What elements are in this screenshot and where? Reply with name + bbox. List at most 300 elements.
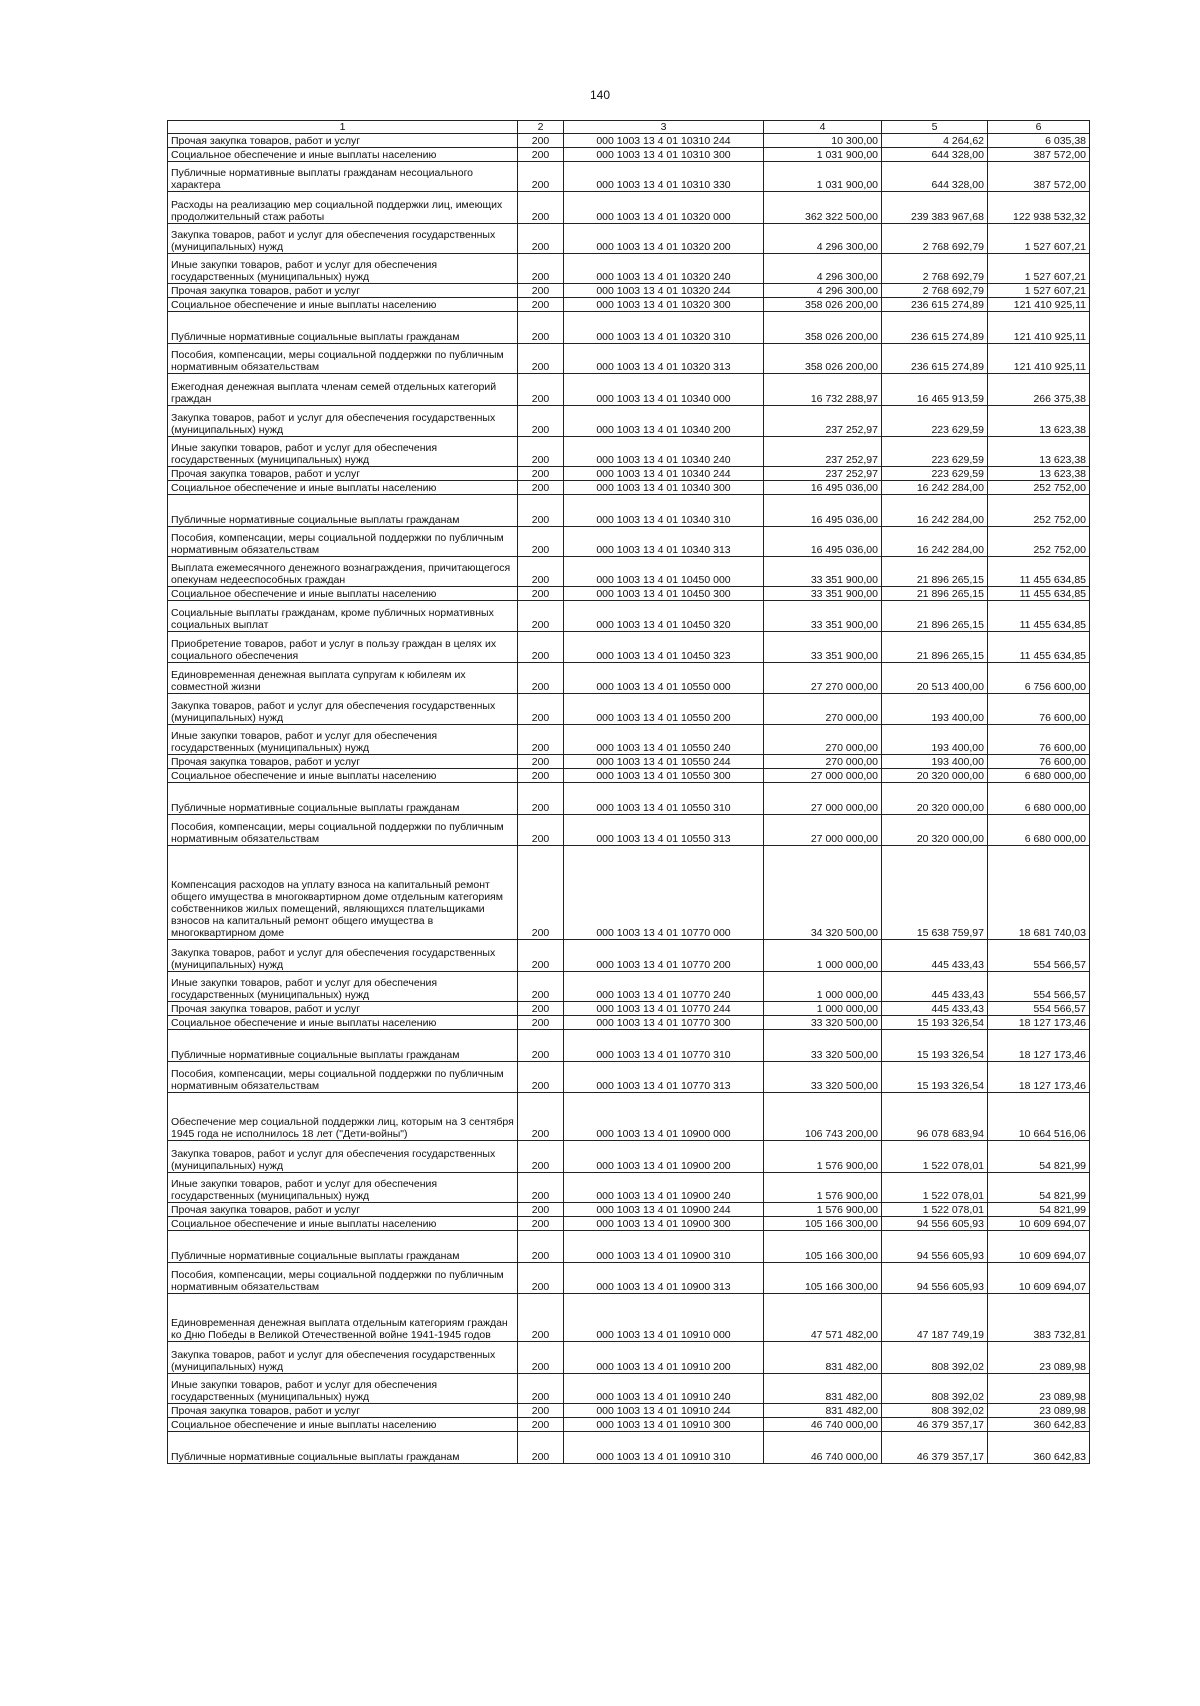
table-row [168, 694, 1090, 725]
row-classification-code-cell: 000 1003 13 4 01 10900 313 [564, 1263, 764, 1294]
row-approved-amount-cell: 105 166 300,00 [764, 1217, 882, 1231]
row-admin-code-cell: 200 [518, 1062, 564, 1093]
table-row [168, 1404, 1090, 1418]
row-admin-code-cell: 200 [518, 1173, 564, 1203]
row-name-cell: Социальное обеспечение и иные выплаты населению [168, 1016, 518, 1030]
row-classification-code-cell: 000 1003 13 4 01 10340 200 [564, 406, 764, 437]
row-approved-amount-cell: 1 576 900,00 [764, 1203, 882, 1217]
row-name-cell: Закупка товаров, работ и услуг для обеспечения государственных (муниципальных) нужд [168, 1342, 518, 1374]
table-row [168, 755, 1090, 769]
row-classification-code-cell: 000 1003 13 4 01 10550 240 [564, 725, 764, 755]
row-admin-code-cell: 200 [518, 601, 564, 632]
row-classification-code-cell: 000 1003 13 4 01 10770 000 [564, 846, 764, 940]
row-classification-code-cell: 000 1003 13 4 01 10310 330 [564, 162, 764, 192]
row-admin-code-cell: 200 [518, 632, 564, 663]
table-row [168, 632, 1090, 663]
row-executed-amount-cell: 16 242 284,00 [882, 481, 988, 495]
row-approved-amount-cell: 16 495 036,00 [764, 495, 882, 527]
row-name-cell: Иные закупки товаров, работ и услуг для обеспечения государственных (муниципальных) нужд [168, 972, 518, 1002]
row-executed-amount-cell: 94 556 605,93 [882, 1217, 988, 1231]
row-executed-amount-cell: 47 187 749,19 [882, 1294, 988, 1342]
row-approved-amount-cell: 27 000 000,00 [764, 783, 882, 815]
row-name-cell: Закупка товаров, работ и услуг для обеспечения государственных (муниципальных) нужд [168, 694, 518, 725]
table-row [168, 467, 1090, 481]
row-unexecuted-amount-cell: 387 572,00 [988, 162, 1090, 192]
row-classification-code-cell: 000 1003 13 4 01 10320 244 [564, 284, 764, 298]
row-executed-amount-cell: 46 379 357,17 [882, 1432, 988, 1464]
row-executed-amount-cell: 1 522 078,01 [882, 1173, 988, 1203]
row-name-cell: Компенсация расходов на уплату взноса на капитальный ремонт общего имущества в многоквартирном доме отдельным категориям собственников жилых помещений, являющихся плательщиками взносов на капитальный ремонт общего имущества в многоквартирном доме [168, 846, 518, 940]
table-row [168, 481, 1090, 495]
row-executed-amount-cell: 445 433,43 [882, 972, 988, 1002]
row-admin-code-cell: 200 [518, 148, 564, 162]
row-executed-amount-cell: 4 264,62 [882, 134, 988, 148]
row-executed-amount-cell: 21 896 265,15 [882, 601, 988, 632]
row-classification-code-cell: 000 1003 13 4 01 10910 240 [564, 1374, 764, 1404]
row-classification-code-cell: 000 1003 13 4 01 10450 300 [564, 587, 764, 601]
row-unexecuted-amount-cell: 13 623,38 [988, 406, 1090, 437]
row-approved-amount-cell: 105 166 300,00 [764, 1263, 882, 1294]
row-approved-amount-cell: 27 000 000,00 [764, 769, 882, 783]
row-admin-code-cell: 200 [518, 298, 564, 312]
row-executed-amount-cell: 16 242 284,00 [882, 527, 988, 557]
row-name-cell: Публичные нормативные социальные выплаты гражданам [168, 1231, 518, 1263]
row-unexecuted-amount-cell: 11 455 634,85 [988, 632, 1090, 663]
row-admin-code-cell: 200 [518, 1231, 564, 1263]
row-name-cell: Публичные нормативные выплаты гражданам несоциального характера [168, 162, 518, 192]
row-unexecuted-amount-cell: 13 623,38 [988, 467, 1090, 481]
row-unexecuted-amount-cell: 23 089,98 [988, 1374, 1090, 1404]
row-name-cell: Пособия, компенсации, меры социальной поддержки по публичным нормативным обязательствам [168, 527, 518, 557]
row-approved-amount-cell: 4 296 300,00 [764, 254, 882, 284]
row-approved-amount-cell: 16 495 036,00 [764, 527, 882, 557]
row-admin-code-cell: 200 [518, 587, 564, 601]
row-admin-code-cell: 200 [518, 312, 564, 344]
row-approved-amount-cell: 1 576 900,00 [764, 1141, 882, 1173]
row-executed-amount-cell: 808 392,02 [882, 1404, 988, 1418]
table-row [168, 587, 1090, 601]
row-approved-amount-cell: 34 320 500,00 [764, 846, 882, 940]
row-name-cell: Прочая закупка товаров, работ и услуг [168, 284, 518, 298]
row-name-cell: Единовременная денежная выплата отдельным категориям граждан ко Дню Победы в Великой Отечественной войне 1941-1945 годов [168, 1294, 518, 1342]
row-unexecuted-amount-cell: 121 410 925,11 [988, 312, 1090, 344]
row-approved-amount-cell: 237 252,97 [764, 406, 882, 437]
row-executed-amount-cell: 445 433,43 [882, 1002, 988, 1016]
table-row [168, 1141, 1090, 1173]
table-row [168, 1093, 1090, 1141]
row-classification-code-cell: 000 1003 13 4 01 10900 200 [564, 1141, 764, 1173]
row-unexecuted-amount-cell: 6 035,38 [988, 134, 1090, 148]
row-classification-code-cell: 000 1003 13 4 01 10550 300 [564, 769, 764, 783]
row-executed-amount-cell: 15 193 326,54 [882, 1062, 988, 1093]
row-approved-amount-cell: 1 031 900,00 [764, 148, 882, 162]
row-executed-amount-cell: 20 513 400,00 [882, 663, 988, 694]
table-row [168, 846, 1090, 940]
row-unexecuted-amount-cell: 54 821,99 [988, 1141, 1090, 1173]
row-unexecuted-amount-cell: 18 127 173,46 [988, 1062, 1090, 1093]
row-name-cell: Единовременная денежная выплата супругам к юбилеям их совместной жизни [168, 663, 518, 694]
row-unexecuted-amount-cell: 54 821,99 [988, 1203, 1090, 1217]
row-admin-code-cell: 200 [518, 940, 564, 972]
row-admin-code-cell: 200 [518, 846, 564, 940]
table-row [168, 495, 1090, 527]
row-admin-code-cell: 200 [518, 1404, 564, 1418]
row-admin-code-cell: 200 [518, 284, 564, 298]
row-approved-amount-cell: 33 320 500,00 [764, 1016, 882, 1030]
row-classification-code-cell: 000 1003 13 4 01 10340 244 [564, 467, 764, 481]
row-executed-amount-cell: 193 400,00 [882, 694, 988, 725]
row-unexecuted-amount-cell: 554 566,57 [988, 972, 1090, 1002]
row-name-cell: Пособия, компенсации, меры социальной поддержки по публичным нормативным обязательствам [168, 1263, 518, 1294]
row-classification-code-cell: 000 1003 13 4 01 10340 300 [564, 481, 764, 495]
row-unexecuted-amount-cell: 121 410 925,11 [988, 298, 1090, 312]
row-executed-amount-cell: 2 768 692,79 [882, 254, 988, 284]
row-executed-amount-cell: 2 768 692,79 [882, 224, 988, 254]
row-approved-amount-cell: 33 320 500,00 [764, 1030, 882, 1062]
row-classification-code-cell: 000 1003 13 4 01 10550 000 [564, 663, 764, 694]
row-name-cell: Прочая закупка товаров, работ и услуг [168, 467, 518, 481]
row-name-cell: Социальное обеспечение и иные выплаты населению [168, 769, 518, 783]
row-classification-code-cell: 000 1003 13 4 01 10770 200 [564, 940, 764, 972]
row-classification-code-cell: 000 1003 13 4 01 10900 300 [564, 1217, 764, 1231]
row-unexecuted-amount-cell: 252 752,00 [988, 527, 1090, 557]
row-admin-code-cell: 200 [518, 1093, 564, 1141]
row-executed-amount-cell: 644 328,00 [882, 162, 988, 192]
row-name-cell: Прочая закупка товаров, работ и услуг [168, 1404, 518, 1418]
row-executed-amount-cell: 15 638 759,97 [882, 846, 988, 940]
row-approved-amount-cell: 46 740 000,00 [764, 1418, 882, 1432]
row-admin-code-cell: 200 [518, 783, 564, 815]
row-admin-code-cell: 200 [518, 815, 564, 846]
row-admin-code-cell: 200 [518, 1030, 564, 1062]
row-classification-code-cell: 000 1003 13 4 01 10550 313 [564, 815, 764, 846]
row-approved-amount-cell: 1 031 900,00 [764, 162, 882, 192]
table-row [168, 1231, 1090, 1263]
row-approved-amount-cell: 33 351 900,00 [764, 632, 882, 663]
row-executed-amount-cell: 21 896 265,15 [882, 587, 988, 601]
table-row [168, 725, 1090, 755]
row-unexecuted-amount-cell: 18 127 173,46 [988, 1016, 1090, 1030]
row-unexecuted-amount-cell: 11 455 634,85 [988, 601, 1090, 632]
row-name-cell: Иные закупки товаров, работ и услуг для обеспечения государственных (муниципальных) нужд [168, 1173, 518, 1203]
row-name-cell: Публичные нормативные социальные выплаты гражданам [168, 1432, 518, 1464]
table-row [168, 663, 1090, 694]
row-admin-code-cell: 200 [518, 1294, 564, 1342]
row-name-cell: Закупка товаров, работ и услуг для обеспечения государственных (муниципальных) нужд [168, 224, 518, 254]
table-row [168, 1217, 1090, 1231]
row-name-cell: Прочая закупка товаров, работ и услуг [168, 1203, 518, 1217]
row-approved-amount-cell: 27 000 000,00 [764, 815, 882, 846]
row-executed-amount-cell: 1 522 078,01 [882, 1141, 988, 1173]
column-header: 1 [168, 121, 518, 134]
row-executed-amount-cell: 808 392,02 [882, 1342, 988, 1374]
row-unexecuted-amount-cell: 1 527 607,21 [988, 254, 1090, 284]
row-approved-amount-cell: 358 026 200,00 [764, 298, 882, 312]
row-executed-amount-cell: 16 465 913,59 [882, 374, 988, 406]
row-admin-code-cell: 200 [518, 694, 564, 725]
row-name-cell: Приобретение товаров, работ и услуг в пользу граждан в целях их социального обеспечения [168, 632, 518, 663]
row-unexecuted-amount-cell: 10 609 694,07 [988, 1231, 1090, 1263]
row-admin-code-cell: 200 [518, 344, 564, 374]
row-classification-code-cell: 000 1003 13 4 01 10550 200 [564, 694, 764, 725]
row-classification-code-cell: 000 1003 13 4 01 10320 000 [564, 192, 764, 224]
row-name-cell: Пособия, компенсации, меры социальной поддержки по публичным нормативным обязательствам [168, 1062, 518, 1093]
row-unexecuted-amount-cell: 360 642,83 [988, 1418, 1090, 1432]
table-header-row [168, 121, 1090, 134]
row-classification-code-cell: 000 1003 13 4 01 10340 310 [564, 495, 764, 527]
row-admin-code-cell: 200 [518, 1432, 564, 1464]
row-executed-amount-cell: 236 615 274,89 [882, 312, 988, 344]
table-row [168, 284, 1090, 298]
table-row [168, 437, 1090, 467]
row-approved-amount-cell: 105 166 300,00 [764, 1231, 882, 1263]
table-row [168, 406, 1090, 437]
row-approved-amount-cell: 1 000 000,00 [764, 972, 882, 1002]
row-unexecuted-amount-cell: 76 600,00 [988, 694, 1090, 725]
row-unexecuted-amount-cell: 360 642,83 [988, 1432, 1090, 1464]
row-executed-amount-cell: 20 320 000,00 [882, 783, 988, 815]
row-approved-amount-cell: 358 026 200,00 [764, 312, 882, 344]
row-admin-code-cell: 200 [518, 162, 564, 192]
row-classification-code-cell: 000 1003 13 4 01 10900 244 [564, 1203, 764, 1217]
table-row [168, 1294, 1090, 1342]
table-row [168, 192, 1090, 224]
row-classification-code-cell: 000 1003 13 4 01 10320 300 [564, 298, 764, 312]
row-unexecuted-amount-cell: 10 664 516,06 [988, 1093, 1090, 1141]
row-name-cell: Иные закупки товаров, работ и услуг для обеспечения государственных (муниципальных) нужд [168, 725, 518, 755]
row-approved-amount-cell: 16 495 036,00 [764, 481, 882, 495]
row-classification-code-cell: 000 1003 13 4 01 10310 300 [564, 148, 764, 162]
row-admin-code-cell: 200 [518, 557, 564, 587]
row-classification-code-cell: 000 1003 13 4 01 10320 310 [564, 312, 764, 344]
table-row [168, 374, 1090, 406]
row-executed-amount-cell: 16 242 284,00 [882, 495, 988, 527]
row-approved-amount-cell: 16 732 288,97 [764, 374, 882, 406]
row-unexecuted-amount-cell: 11 455 634,85 [988, 557, 1090, 587]
row-approved-amount-cell: 1 576 900,00 [764, 1173, 882, 1203]
row-classification-code-cell: 000 1003 13 4 01 10320 240 [564, 254, 764, 284]
row-unexecuted-amount-cell: 6 756 600,00 [988, 663, 1090, 694]
row-approved-amount-cell: 33 351 900,00 [764, 601, 882, 632]
row-approved-amount-cell: 237 252,97 [764, 437, 882, 467]
row-executed-amount-cell: 15 193 326,54 [882, 1030, 988, 1062]
row-classification-code-cell: 000 1003 13 4 01 10910 244 [564, 1404, 764, 1418]
row-unexecuted-amount-cell: 266 375,38 [988, 374, 1090, 406]
row-unexecuted-amount-cell: 252 752,00 [988, 495, 1090, 527]
row-name-cell: Обеспечение мер социальной поддержки лиц, которым на 3 сентября 1945 года не исполнилось 18 лет ("Дети-войны") [168, 1093, 518, 1141]
row-admin-code-cell: 200 [518, 725, 564, 755]
row-classification-code-cell: 000 1003 13 4 01 10910 310 [564, 1432, 764, 1464]
row-executed-amount-cell: 445 433,43 [882, 940, 988, 972]
row-classification-code-cell: 000 1003 13 4 01 10340 000 [564, 374, 764, 406]
row-approved-amount-cell: 270 000,00 [764, 694, 882, 725]
table-row [168, 1173, 1090, 1203]
column-header: 6 [988, 121, 1090, 134]
table-row [168, 1342, 1090, 1374]
row-classification-code-cell: 000 1003 13 4 01 10900 000 [564, 1093, 764, 1141]
row-classification-code-cell: 000 1003 13 4 01 10340 313 [564, 527, 764, 557]
row-approved-amount-cell: 831 482,00 [764, 1404, 882, 1418]
row-executed-amount-cell: 223 629,59 [882, 406, 988, 437]
row-admin-code-cell: 200 [518, 1374, 564, 1404]
row-classification-code-cell: 000 1003 13 4 01 10910 000 [564, 1294, 764, 1342]
row-executed-amount-cell: 20 320 000,00 [882, 769, 988, 783]
table-row [168, 1030, 1090, 1062]
table-row [168, 1062, 1090, 1093]
row-name-cell: Закупка товаров, работ и услуг для обеспечения государственных (муниципальных) нужд [168, 406, 518, 437]
row-admin-code-cell: 200 [518, 495, 564, 527]
row-admin-code-cell: 200 [518, 224, 564, 254]
row-name-cell: Социальное обеспечение и иные выплаты населению [168, 1418, 518, 1432]
row-unexecuted-amount-cell: 54 821,99 [988, 1173, 1090, 1203]
row-approved-amount-cell: 1 000 000,00 [764, 1002, 882, 1016]
table-row [168, 148, 1090, 162]
row-classification-code-cell: 000 1003 13 4 01 10340 240 [564, 437, 764, 467]
row-admin-code-cell: 200 [518, 1016, 564, 1030]
row-unexecuted-amount-cell: 554 566,57 [988, 940, 1090, 972]
table-row [168, 1374, 1090, 1404]
row-approved-amount-cell: 10 300,00 [764, 134, 882, 148]
row-executed-amount-cell: 21 896 265,15 [882, 557, 988, 587]
row-executed-amount-cell: 94 556 605,93 [882, 1263, 988, 1294]
table-row [168, 134, 1090, 148]
row-name-cell: Публичные нормативные социальные выплаты гражданам [168, 312, 518, 344]
row-name-cell: Социальные выплаты гражданам, кроме публичных нормативных социальных выплат [168, 601, 518, 632]
row-unexecuted-amount-cell: 383 732,81 [988, 1294, 1090, 1342]
page-number: 140 [589, 88, 611, 102]
row-classification-code-cell: 000 1003 13 4 01 10450 000 [564, 557, 764, 587]
row-executed-amount-cell: 223 629,59 [882, 437, 988, 467]
row-unexecuted-amount-cell: 18 681 740,03 [988, 846, 1090, 940]
row-name-cell: Публичные нормативные социальные выплаты гражданам [168, 783, 518, 815]
table-row [168, 527, 1090, 557]
row-executed-amount-cell: 223 629,59 [882, 467, 988, 481]
row-unexecuted-amount-cell: 122 938 532,32 [988, 192, 1090, 224]
row-executed-amount-cell: 15 193 326,54 [882, 1016, 988, 1030]
row-executed-amount-cell: 21 896 265,15 [882, 632, 988, 663]
row-executed-amount-cell: 20 320 000,00 [882, 815, 988, 846]
row-approved-amount-cell: 46 740 000,00 [764, 1432, 882, 1464]
row-approved-amount-cell: 4 296 300,00 [764, 284, 882, 298]
row-unexecuted-amount-cell: 10 609 694,07 [988, 1263, 1090, 1294]
row-unexecuted-amount-cell: 76 600,00 [988, 755, 1090, 769]
row-unexecuted-amount-cell: 1 527 607,21 [988, 224, 1090, 254]
row-executed-amount-cell: 1 522 078,01 [882, 1203, 988, 1217]
row-approved-amount-cell: 106 743 200,00 [764, 1093, 882, 1141]
row-unexecuted-amount-cell: 18 127 173,46 [988, 1030, 1090, 1062]
table-row [168, 1418, 1090, 1432]
row-name-cell: Закупка товаров, работ и услуг для обеспечения государственных (муниципальных) нужд [168, 1141, 518, 1173]
row-admin-code-cell: 200 [518, 663, 564, 694]
row-unexecuted-amount-cell: 76 600,00 [988, 725, 1090, 755]
row-unexecuted-amount-cell: 6 680 000,00 [988, 815, 1090, 846]
budget-table [167, 120, 1090, 1464]
row-name-cell: Социальное обеспечение и иные выплаты населению [168, 481, 518, 495]
row-classification-code-cell: 000 1003 13 4 01 10770 310 [564, 1030, 764, 1062]
row-classification-code-cell: 000 1003 13 4 01 10770 300 [564, 1016, 764, 1030]
row-admin-code-cell: 200 [518, 527, 564, 557]
row-admin-code-cell: 200 [518, 1217, 564, 1231]
row-approved-amount-cell: 33 320 500,00 [764, 1062, 882, 1093]
row-name-cell: Прочая закупка товаров, работ и услуг [168, 134, 518, 148]
row-classification-code-cell: 000 1003 13 4 01 10770 244 [564, 1002, 764, 1016]
table-row [168, 344, 1090, 374]
row-approved-amount-cell: 358 026 200,00 [764, 344, 882, 374]
row-admin-code-cell: 200 [518, 1141, 564, 1173]
row-unexecuted-amount-cell: 10 609 694,07 [988, 1217, 1090, 1231]
row-unexecuted-amount-cell: 1 527 607,21 [988, 284, 1090, 298]
row-approved-amount-cell: 33 351 900,00 [764, 587, 882, 601]
table-row [168, 312, 1090, 344]
row-executed-amount-cell: 236 615 274,89 [882, 298, 988, 312]
row-admin-code-cell: 200 [518, 1342, 564, 1374]
table-row [168, 1016, 1090, 1030]
row-classification-code-cell: 000 1003 13 4 01 10320 313 [564, 344, 764, 374]
column-header: 3 [564, 121, 764, 134]
table-body [168, 134, 1090, 1464]
row-name-cell: Прочая закупка товаров, работ и услуг [168, 1002, 518, 1016]
table-row [168, 162, 1090, 192]
row-executed-amount-cell: 94 556 605,93 [882, 1231, 988, 1263]
row-admin-code-cell: 200 [518, 1418, 564, 1432]
row-executed-amount-cell: 644 328,00 [882, 148, 988, 162]
row-admin-code-cell: 200 [518, 1203, 564, 1217]
row-approved-amount-cell: 270 000,00 [764, 755, 882, 769]
row-classification-code-cell: 000 1003 13 4 01 10900 310 [564, 1231, 764, 1263]
row-name-cell: Иные закупки товаров, работ и услуг для обеспечения государственных (муниципальных) нужд [168, 254, 518, 284]
table-row [168, 1002, 1090, 1016]
row-name-cell: Пособия, компенсации, меры социальной поддержки по публичным нормативным обязательствам [168, 344, 518, 374]
row-name-cell: Иные закупки товаров, работ и услуг для обеспечения государственных (муниципальных) нужд [168, 1374, 518, 1404]
row-admin-code-cell: 200 [518, 1263, 564, 1294]
table-row [168, 254, 1090, 284]
row-approved-amount-cell: 33 351 900,00 [764, 557, 882, 587]
table-row [168, 1263, 1090, 1294]
row-name-cell: Социальное обеспечение и иные выплаты населению [168, 1217, 518, 1231]
row-approved-amount-cell: 1 000 000,00 [764, 940, 882, 972]
row-admin-code-cell: 200 [518, 972, 564, 1002]
row-executed-amount-cell: 46 379 357,17 [882, 1418, 988, 1432]
table-row [168, 601, 1090, 632]
column-header: 5 [882, 121, 988, 134]
column-header: 2 [518, 121, 564, 134]
row-executed-amount-cell: 193 400,00 [882, 755, 988, 769]
row-executed-amount-cell: 2 768 692,79 [882, 284, 988, 298]
table-row [168, 557, 1090, 587]
row-name-cell: Пособия, компенсации, меры социальной поддержки по публичным нормативным обязательствам [168, 815, 518, 846]
row-approved-amount-cell: 4 296 300,00 [764, 224, 882, 254]
row-classification-code-cell: 000 1003 13 4 01 10900 240 [564, 1173, 764, 1203]
row-admin-code-cell: 200 [518, 769, 564, 783]
row-admin-code-cell: 200 [518, 467, 564, 481]
row-approved-amount-cell: 362 322 500,00 [764, 192, 882, 224]
row-name-cell: Выплата ежемесячного денежного вознаграждения, причитающегося опекунам недееспособных граждан [168, 557, 518, 587]
row-classification-code-cell: 000 1003 13 4 01 10770 313 [564, 1062, 764, 1093]
row-approved-amount-cell: 831 482,00 [764, 1342, 882, 1374]
row-name-cell: Социальное обеспечение и иные выплаты населению [168, 587, 518, 601]
row-classification-code-cell: 000 1003 13 4 01 10450 320 [564, 601, 764, 632]
row-classification-code-cell: 000 1003 13 4 01 10310 244 [564, 134, 764, 148]
row-unexecuted-amount-cell: 252 752,00 [988, 481, 1090, 495]
row-admin-code-cell: 200 [518, 134, 564, 148]
row-unexecuted-amount-cell: 23 089,98 [988, 1404, 1090, 1418]
row-admin-code-cell: 200 [518, 1002, 564, 1016]
row-unexecuted-amount-cell: 121 410 925,11 [988, 344, 1090, 374]
row-executed-amount-cell: 236 615 274,89 [882, 344, 988, 374]
row-name-cell: Ежегодная денежная выплата членам семей отдельных категорий граждан [168, 374, 518, 406]
row-classification-code-cell: 000 1003 13 4 01 10910 300 [564, 1418, 764, 1432]
row-unexecuted-amount-cell: 11 455 634,85 [988, 587, 1090, 601]
